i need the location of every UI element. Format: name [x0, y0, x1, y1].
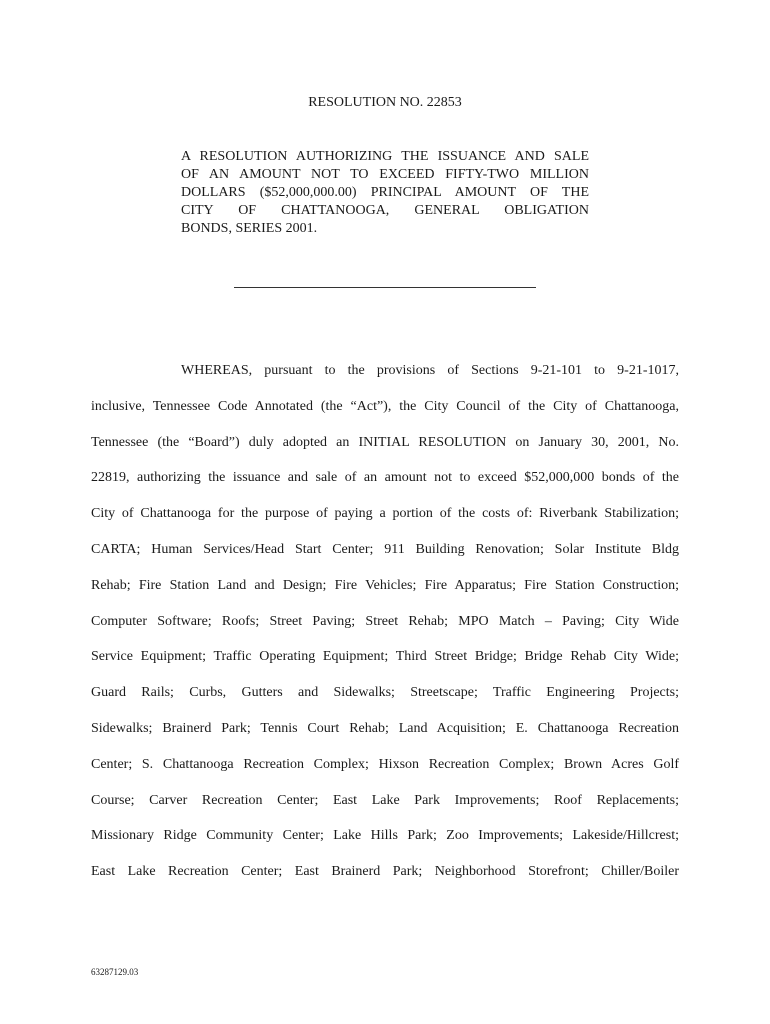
- caption-line: CITY OF CHATTANOOGA, GENERAL OBLIGATION: [181, 203, 589, 218]
- body-line: Rehab; Fire Station Land and Design; Fire Vehicles; Fire Apparatus; Fire Station Construction;: [91, 577, 679, 593]
- caption-line: A RESOLUTION AUTHORIZING THE ISSUANCE AND SALE: [181, 149, 589, 164]
- body-line: CARTA; Human Services/Head Start Center; 911 Building Renovation; Solar Institute Bldg: [91, 541, 679, 557]
- body-line: inclusive, Tennessee Code Annotated (the “Act”), the City Council of the City of Chattanooga,: [91, 398, 679, 414]
- body-line: Service Equipment; Traffic Operating Equipment; Third Street Bridge; Bridge Rehab City Wide;: [91, 649, 679, 665]
- resolution-title: RESOLUTION NO. 22853: [308, 95, 462, 110]
- caption-line: DOLLARS ($52,000,000.00) PRINCIPAL AMOUNT OF THE: [181, 185, 589, 200]
- body-line: Tennessee (the “Board”) duly adopted an INITIAL RESOLUTION on January 30, 2001, No.: [91, 434, 679, 450]
- body-line: City of Chattanooga for the purpose of paying a portion of the costs of: Riverbank Stabilization;: [91, 506, 679, 522]
- body-line: Sidewalks; Brainerd Park; Tennis Court Rehab; Land Acquisition; E. Chattanooga Recreation: [91, 720, 679, 736]
- body-line: Center; S. Chattanooga Recreation Complex; Hixson Recreation Complex; Brown Acres Golf: [91, 756, 679, 772]
- body-line: 22819, authorizing the issuance and sale of an amount not to exceed $52,000,000 bonds of the: [91, 470, 679, 486]
- whereas-paragraph: [91, 361, 679, 898]
- caption-line: OF AN AMOUNT NOT TO EXCEED FIFTY-TWO MILLION: [181, 167, 589, 182]
- body-line: Computer Software; Roofs; Street Paving; Street Rehab; MPO Match – Paving; City Wide: [91, 613, 679, 629]
- body-line: Missionary Ridge Community Center; Lake Hills Park; Zoo Improvements; Lakeside/Hillcrest;: [91, 828, 679, 844]
- body-line: East Lake Recreation Center; East Brainerd Park; Neighborhood Storefront; Chiller/Boiler: [91, 864, 679, 880]
- resolution-caption: [181, 148, 589, 238]
- caption-line: BONDS, SERIES 2001.: [181, 221, 318, 236]
- document-id: 63287129.03: [91, 967, 139, 977]
- body-line: Course; Carver Recreation Center; East Lake Park Improvements; Roof Replacements;: [91, 792, 679, 808]
- signature-rule: [234, 287, 536, 288]
- body-line: Guard Rails; Curbs, Gutters and Sidewalks; Streetscape; Traffic Engineering Projects;: [91, 685, 679, 701]
- body-line: WHEREAS, pursuant to the provisions of Sections 9-21-101 to 9-21-1017,: [181, 363, 679, 378]
